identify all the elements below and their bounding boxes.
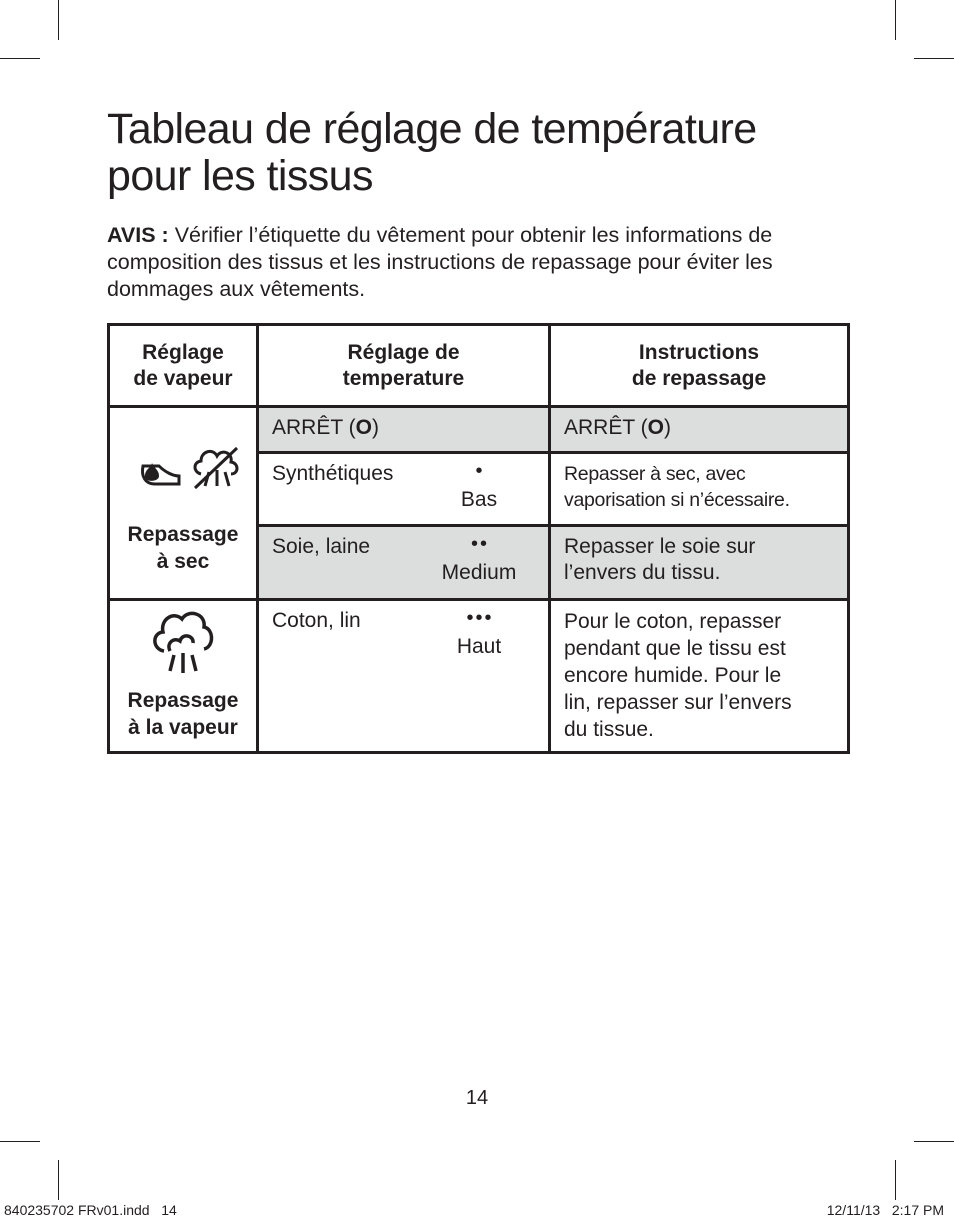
temperature-dots: •• — [470, 533, 489, 555]
header-temperature-setting — [258, 325, 550, 407]
notice-paragraph — [107, 222, 852, 303]
fabric-name: Coton, lin — [272, 609, 361, 632]
crop-mark — [58, 0, 59, 40]
instruction-line: l’envers du tissu. — [564, 561, 721, 584]
setting-cell-off — [258, 407, 550, 453]
table-row — [109, 407, 849, 453]
instr-off-symbol: O — [647, 416, 664, 439]
fabric-name: Soie, laine — [272, 535, 371, 558]
dry-ironing-label-line-1: Repassage — [127, 522, 239, 546]
table-header-row — [109, 325, 849, 407]
instruction-line: encore humide. Pour le — [564, 664, 782, 687]
dry-ironing-label-line-2: à sec — [156, 549, 210, 573]
instruction-cell-off — [550, 407, 849, 453]
setting-off-suffix: ) — [371, 416, 379, 439]
instruction-line: Pour le coton, repasser — [564, 610, 782, 633]
instruction-line: Repasser à sec, avec — [564, 463, 746, 485]
crop-mark — [895, 0, 896, 40]
crop-mark — [895, 1160, 896, 1200]
crop-mark — [0, 1141, 40, 1142]
notice-text: Vérifier l’étiquette du vêtement pour obtenir les informations de composition des tissus et les instructions de repassage pour éviter les dommages aux vêtements. — [107, 223, 773, 301]
temperature-level: Bas — [460, 488, 498, 511]
page-number: 14 — [465, 1087, 489, 1109]
crop-mark — [914, 58, 954, 59]
instr-off-prefix: ARRÊT ( — [564, 416, 648, 439]
fabric-temperature-table — [107, 323, 850, 754]
header-temp-line-1: Réglage de — [347, 340, 460, 364]
temperature-level: Haut — [456, 635, 502, 658]
setting-off-symbol: O — [355, 416, 372, 439]
page-title-line-2: pour les tissus — [107, 152, 373, 200]
crop-mark — [58, 1160, 59, 1200]
instruction-cell-cotton-linen — [550, 600, 849, 753]
instruction-line: lin, repasser sur l’envers — [564, 691, 792, 714]
print-slug-right: 12/11/13 2:17 PM — [826, 1202, 944, 1218]
temperature-dots: ••• — [466, 607, 494, 629]
instruction-line: Repasser le soie sur — [564, 535, 756, 558]
steam-ironing-label-line-1: Repassage — [127, 689, 239, 712]
print-slug-left: 840235702 FRv01.indd 14 — [4, 1202, 177, 1218]
instruction-line: pendant que le tissu est — [564, 637, 786, 660]
notice-label: AVIS : — [107, 223, 169, 247]
header-steam-line-2: de vapeur — [133, 366, 233, 390]
setting-off-prefix: ARRÊT ( — [272, 416, 356, 439]
setting-cell-silk-wool — [258, 526, 550, 600]
instruction-cell-synthetics — [550, 453, 849, 526]
setting-cell-synthetics — [258, 453, 550, 526]
setting-cell-cotton-linen — [258, 600, 550, 753]
header-ironing-instructions — [550, 325, 849, 407]
header-steam-line-1: Réglage — [142, 340, 224, 364]
instruction-line: du tissue. — [564, 718, 654, 741]
page-title-line-1: Tableau de réglage de température — [107, 105, 757, 153]
header-instr-line-1: Instructions — [638, 340, 760, 364]
page-title — [107, 106, 757, 200]
crop-mark — [0, 58, 40, 59]
steam-cloud-icon — [110, 605, 256, 684]
header-instr-line-2: de repassage — [631, 366, 767, 390]
dry-ironing-cell — [109, 407, 258, 600]
header-temp-line-2: temperature — [342, 366, 465, 390]
instr-off-suffix: ) — [663, 416, 671, 439]
temperature-level: Medium — [441, 561, 517, 584]
instruction-cell-silk-wool — [550, 526, 849, 600]
table-row — [109, 600, 849, 753]
header-steam-setting — [109, 325, 258, 407]
crop-mark — [914, 1141, 954, 1142]
temperature-dots: • — [475, 460, 485, 482]
steam-ironing-label-line-2: à la vapeur — [128, 716, 238, 739]
steam-ironing-cell — [109, 600, 258, 753]
dry-iron-no-steam-icon — [110, 436, 256, 503]
instruction-line: vaporisation si n’écessaire. — [564, 489, 790, 511]
fabric-name: Synthétiques — [272, 462, 394, 485]
